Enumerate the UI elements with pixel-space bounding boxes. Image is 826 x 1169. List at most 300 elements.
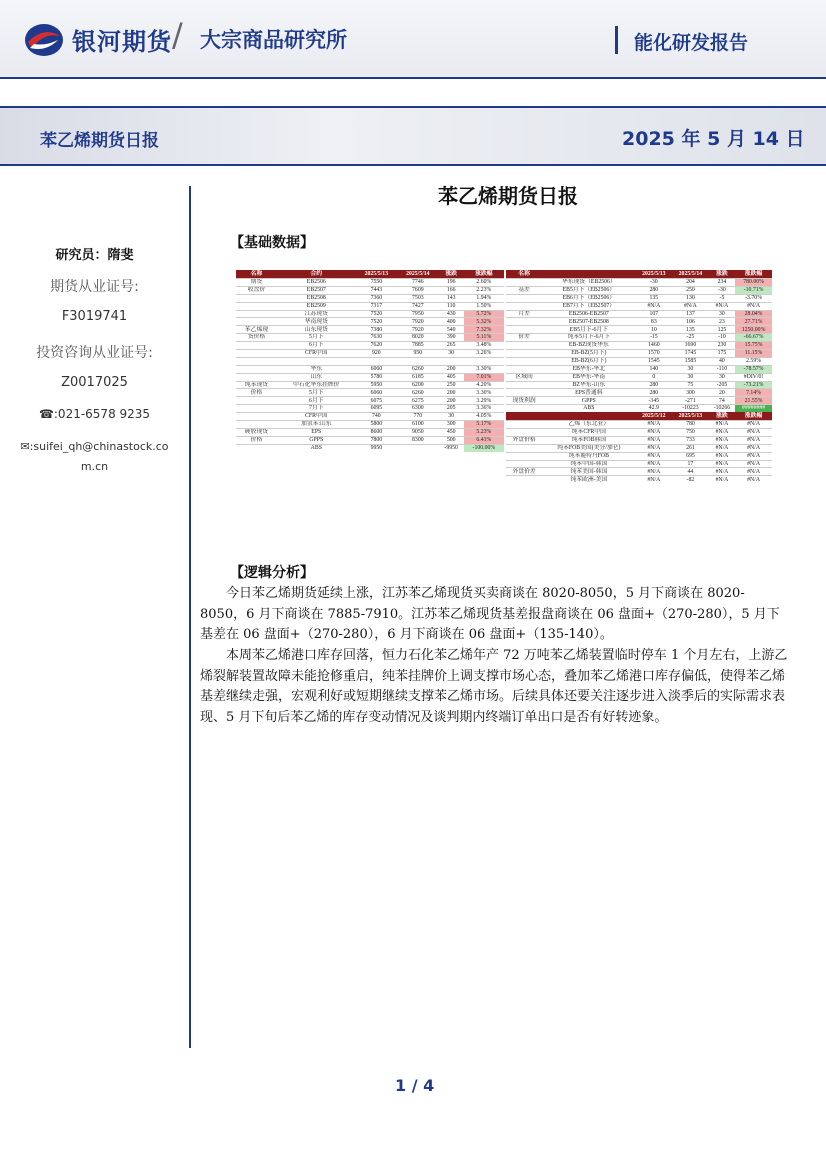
table-cell xyxy=(236,444,277,451)
report-title: 苯乙烯期货日报 xyxy=(40,131,159,151)
table-cell: -25 xyxy=(672,334,709,342)
table-row xyxy=(506,429,772,437)
researcher-name: 研究员：隋斐 xyxy=(55,248,134,263)
table-cell: 5.32% xyxy=(464,318,504,326)
column-header: 涨跌 xyxy=(709,412,735,421)
table-cell xyxy=(236,397,277,405)
table-cell: 5.23% xyxy=(464,428,504,436)
table-cell: ######## xyxy=(735,405,772,412)
table-cell: 纯苯FOB美国(美分/加仑) xyxy=(542,444,635,452)
table-cell: 6185 xyxy=(397,373,438,381)
table-cell: 430 xyxy=(439,310,464,318)
sidebar-divider xyxy=(189,186,191,1048)
table-row xyxy=(236,310,504,318)
table-cell: CFR中国 xyxy=(277,413,356,421)
column-header: 2025/5/14 xyxy=(672,270,709,279)
table-cell: #N/A xyxy=(735,452,772,460)
table-cell: 外盘价格 xyxy=(506,436,542,444)
table-cell: 780 xyxy=(672,421,709,429)
table-cell: -110 xyxy=(709,365,735,373)
table-row xyxy=(506,444,772,452)
table-cell: 17 xyxy=(672,460,709,468)
table-cell: 7950 xyxy=(397,310,438,318)
table-cell: EPS xyxy=(277,428,356,436)
subheader-rule-top xyxy=(0,106,826,108)
table-cell: 7885 xyxy=(397,342,438,350)
column-header: 2025/5/13 xyxy=(636,270,673,279)
table-cell xyxy=(506,302,542,310)
table-cell: 6095 xyxy=(356,405,397,413)
table-cell: -15 xyxy=(636,334,673,342)
table-cell: 乙烯（东北亚） xyxy=(542,421,635,429)
table-cell: 30 xyxy=(672,365,709,373)
table-row xyxy=(506,373,772,381)
table-row xyxy=(506,381,772,389)
table-cell: 纯苯美国-韩国 xyxy=(542,468,635,476)
table-cell: 250 xyxy=(672,286,709,294)
table-cell: 7520 xyxy=(356,318,397,326)
table-cell: EB2506 xyxy=(277,279,356,287)
table-cell: 6月下 xyxy=(277,397,356,405)
table-cell: 纯苯5月下-6月下 xyxy=(542,334,635,342)
table-cell: 6075 xyxy=(356,397,397,405)
table-cell: #N/A xyxy=(636,452,673,460)
table-cell: 江苏现货 xyxy=(277,310,356,318)
table-cell xyxy=(236,357,277,365)
table-cell: 400 xyxy=(439,318,464,326)
table-cell: 价差 xyxy=(506,334,542,342)
table-cell: 纯苯FOB韩国 xyxy=(542,436,635,444)
table-cell: GPPS xyxy=(542,397,635,405)
table-cell xyxy=(236,350,277,358)
table-cell: 125 xyxy=(709,326,735,334)
table-cell: -9950 xyxy=(439,444,464,451)
table-cell: #N/A xyxy=(636,468,673,476)
table-cell xyxy=(506,279,542,287)
table-cell: 166 xyxy=(439,286,464,294)
table-cell: 30 xyxy=(709,373,735,381)
table-cell xyxy=(236,365,277,373)
table-cell: 196 xyxy=(439,279,464,287)
table-cell xyxy=(506,444,542,452)
table-cell: 3.26% xyxy=(464,350,504,358)
table-cell xyxy=(506,342,542,350)
table-cell: 纯苯鹿特丹FOB xyxy=(542,452,635,460)
brand-name: 银河期货 xyxy=(72,28,172,56)
table-cell: #N/A xyxy=(709,452,735,460)
table-cell: 75 xyxy=(672,381,709,389)
table-cell: #N/A xyxy=(709,460,735,468)
table-row xyxy=(506,460,772,468)
table-cell: GPPS xyxy=(277,436,356,444)
table-cell: EB2507 xyxy=(277,286,356,294)
table-cell: 15.75% xyxy=(735,342,772,350)
section-basic-data: 【基础数据】 xyxy=(230,235,314,251)
table-cell: 7.32% xyxy=(464,326,504,334)
table-cell: 加氢苯:山东 xyxy=(277,421,356,429)
table-cell: #N/A xyxy=(735,444,772,452)
table-cell: 山东 xyxy=(277,373,356,381)
table-cell: #N/A xyxy=(709,436,735,444)
table-cell: 28.04% xyxy=(735,310,772,318)
column-header: 涨跌幅 xyxy=(464,270,504,279)
table-row xyxy=(506,302,772,310)
table-cell: -205 xyxy=(709,381,735,389)
table-cell: 7380 xyxy=(356,326,397,334)
table-cell: 7月下 xyxy=(277,405,356,413)
column-header: 涨跌 xyxy=(709,270,735,279)
report-date: 2025 年 5 月 14 日 xyxy=(622,128,805,150)
table-cell: 7503 xyxy=(397,294,438,302)
table-cell: EB华东-华北 xyxy=(542,365,635,373)
table-cell: #N/A xyxy=(636,436,673,444)
table-cell: 1460 xyxy=(636,342,673,350)
table-row xyxy=(236,318,504,326)
table-cell xyxy=(506,452,542,460)
table-cell: #N/A xyxy=(709,444,735,452)
table-cell: 200 xyxy=(439,365,464,373)
page-header xyxy=(0,0,826,78)
right-table-2-header-row xyxy=(506,412,772,421)
subheader-rule-bottom xyxy=(0,164,826,166)
table-cell: 6260 xyxy=(397,365,438,373)
table-cell: 9050 xyxy=(397,428,438,436)
table-cell xyxy=(236,294,277,302)
table-cell: #N/A xyxy=(709,302,735,310)
table-cell: 695 xyxy=(672,452,709,460)
table-cell: 10 xyxy=(636,326,673,334)
table-row xyxy=(236,279,504,287)
table-cell: #N/A xyxy=(735,302,772,310)
table-cell: 5.11% xyxy=(464,334,504,342)
table-cell: 44 xyxy=(672,468,709,476)
table-row xyxy=(236,357,504,365)
table-cell: 纯苯中国-韩国 xyxy=(542,460,635,468)
table-cell: #DIV/0! xyxy=(735,373,772,381)
table-cell: 0 xyxy=(636,373,673,381)
column-header xyxy=(542,270,635,279)
table-cell: 234 xyxy=(709,279,735,287)
table-cell: -78.57% xyxy=(735,365,772,373)
table-cell: #N/A xyxy=(709,468,735,476)
table-cell: 6060 xyxy=(356,389,397,397)
table-cell: 华东 xyxy=(277,365,356,373)
table-cell: 价格 xyxy=(236,389,277,397)
column-header: 2025/5/12 xyxy=(636,412,673,421)
table-cell: 纯苯欧洲-美国 xyxy=(542,476,635,483)
table-cell: 3.36% xyxy=(464,405,504,413)
table-cell: 6300 xyxy=(397,405,438,413)
table-row xyxy=(506,405,772,412)
table-cell: 770 xyxy=(397,413,438,421)
table-cell: 1545 xyxy=(636,357,673,365)
table-cell: -66.67% xyxy=(735,334,772,342)
table-cell: 货价格 xyxy=(236,334,277,342)
table-cell: 山东现货 xyxy=(277,326,356,334)
table-row xyxy=(506,279,772,287)
table-cell: CFR中国 xyxy=(277,350,356,358)
table-cell: 1585 xyxy=(672,357,709,365)
table-cell: 现货利润 xyxy=(506,397,542,405)
table-row xyxy=(506,365,772,373)
table-cell: 7609 xyxy=(397,286,438,294)
table-cell: 42.9 xyxy=(636,405,673,412)
table-cell: 6100 xyxy=(397,421,438,429)
table-cell: 21.55% xyxy=(735,397,772,405)
table-cell: #N/A xyxy=(709,429,735,437)
table-cell: 7800 xyxy=(356,436,397,444)
table-cell: 7.14% xyxy=(735,389,772,397)
table-cell: 1.94% xyxy=(464,294,504,302)
table-cell: EB6月下（EB2506） xyxy=(542,294,635,302)
table-cell: EB-BZ(5月下) xyxy=(542,350,635,358)
table-cell: #N/A xyxy=(636,429,673,437)
table-cell: 280 xyxy=(636,286,673,294)
table-row xyxy=(506,421,772,429)
table-cell: 2.59% xyxy=(735,357,772,365)
table-cell: 1.50% xyxy=(464,302,504,310)
table-cell: EB7月下（EB2507） xyxy=(542,302,635,310)
table-cell: 137 xyxy=(672,310,709,318)
table-cell: -10.71% xyxy=(735,286,772,294)
table-cell: 8020 xyxy=(397,334,438,342)
table-cell xyxy=(506,460,542,468)
table-row xyxy=(236,294,504,302)
table-row xyxy=(506,286,772,294)
table-cell: 4.20% xyxy=(464,381,504,389)
table-cell: 4.05% xyxy=(464,413,504,421)
table-row xyxy=(236,397,504,405)
column-header: 合约 xyxy=(277,270,356,279)
institute-name: 大宗商品研究所 xyxy=(200,28,347,52)
table-cell: 83 xyxy=(636,318,673,326)
table-cell: 区域间 xyxy=(506,373,542,381)
table-row xyxy=(506,318,772,326)
table-cell: 7920 xyxy=(397,326,438,334)
table-cell: 3.30% xyxy=(464,365,504,373)
table-row xyxy=(236,413,504,421)
table-row xyxy=(236,436,504,444)
column-header: 涨跌幅 xyxy=(735,270,772,279)
table-cell: -100.00% xyxy=(464,444,504,451)
table-cell: 140 xyxy=(636,365,673,373)
table-cell: 110 xyxy=(439,302,464,310)
table-cell xyxy=(506,326,542,334)
table-cell: 950 xyxy=(397,350,438,358)
email-line1: ✉:suifei_qh@chinastock.co xyxy=(20,440,169,453)
table-cell: 143 xyxy=(439,294,464,302)
table-cell xyxy=(506,421,542,429)
table-cell: 8600 xyxy=(356,428,397,436)
table-cell: 500 xyxy=(439,436,464,444)
table-cell: 30 xyxy=(709,310,735,318)
section-logic: 【逻辑分析】 xyxy=(230,565,314,581)
table-cell: -5 xyxy=(709,294,735,302)
table-cell: 5月下 xyxy=(277,389,356,397)
table-cell: -10223 xyxy=(672,405,709,412)
table-cell: #N/A xyxy=(636,476,673,483)
table-row xyxy=(506,357,772,365)
column-header: 2025/5/13 xyxy=(356,270,397,279)
table-cell: #N/A xyxy=(735,476,772,483)
phone: ☎:021-6578 9235 xyxy=(38,407,151,421)
table-cell: 7443 xyxy=(356,286,397,294)
table-cell: 920 xyxy=(356,350,397,358)
table-cell xyxy=(506,365,542,373)
table-cell: 6200 xyxy=(397,381,438,389)
table-cell: 750 xyxy=(672,429,709,437)
table-cell xyxy=(277,357,356,365)
table-cell: #N/A xyxy=(636,302,673,310)
table-cell: 7427 xyxy=(397,302,438,310)
table-cell xyxy=(356,357,397,365)
table-cell: 5.72% xyxy=(464,310,504,318)
table-row xyxy=(506,350,772,358)
table-cell: 40 xyxy=(709,357,735,365)
table-cell xyxy=(397,357,438,365)
table-cell: 5800 xyxy=(356,421,397,429)
table-row xyxy=(236,334,504,342)
table-cell: #N/A xyxy=(636,444,673,452)
table-cell: 7360 xyxy=(356,294,397,302)
table-cell xyxy=(464,357,504,365)
table-cell: 300 xyxy=(672,389,709,397)
table-cell xyxy=(236,421,277,429)
table-cell: 7746 xyxy=(397,279,438,287)
table-cell: 硬胶现货 xyxy=(236,428,277,436)
column-header: 2025/5/13 xyxy=(672,412,709,421)
table-row xyxy=(236,444,504,451)
table-cell: EB-BZ(6月下) xyxy=(542,357,635,365)
table-cell: -30 xyxy=(709,286,735,294)
table-row xyxy=(236,381,504,389)
table-cell: 3.30% xyxy=(464,389,504,397)
column-header xyxy=(542,412,635,421)
table-cell: 107 xyxy=(636,310,673,318)
table-cell: 106 xyxy=(672,318,709,326)
table-cell: 74 xyxy=(709,397,735,405)
table-cell: 6260 xyxy=(397,389,438,397)
table-cell: 2.60% xyxy=(464,279,504,287)
table-cell: 204 xyxy=(672,279,709,287)
table-cell xyxy=(506,476,542,483)
futures-license-label: 期货从业证号: xyxy=(50,279,139,295)
table-cell: 200 xyxy=(439,389,464,397)
table-row xyxy=(506,468,772,476)
futures-license: F3019741 xyxy=(61,309,128,324)
yinhe-logo-icon xyxy=(24,22,64,58)
table-cell: 7520 xyxy=(356,310,397,318)
table-cell xyxy=(236,302,277,310)
table-cell: EB2506-EB2507 xyxy=(542,310,635,318)
table-row xyxy=(506,294,772,302)
table-cell xyxy=(236,373,277,381)
right-table-header-row xyxy=(506,270,772,279)
table-row xyxy=(236,302,504,310)
page-number: 1 / 4 xyxy=(395,1076,435,1095)
table-cell: 540 xyxy=(439,326,464,334)
table-cell: 1690 xyxy=(672,342,709,350)
table-cell: EB2507-EB2508 xyxy=(542,318,635,326)
table-cell: 130 xyxy=(672,294,709,302)
table-cell: 450 xyxy=(439,428,464,436)
column-header: 名称 xyxy=(236,270,277,279)
table-row xyxy=(506,476,772,483)
table-cell: #N/A xyxy=(709,421,735,429)
table-row xyxy=(236,373,504,381)
table-cell: 1570 xyxy=(636,350,673,358)
table-cell: 261 xyxy=(672,444,709,452)
table-cell xyxy=(506,294,542,302)
table-row xyxy=(506,389,772,397)
table-cell: 纯苯现货 xyxy=(236,381,277,389)
table-cell: #N/A xyxy=(735,421,772,429)
table-row xyxy=(236,326,504,334)
table-cell: ABS xyxy=(542,405,635,412)
table-cell: ABS xyxy=(277,444,356,451)
table-cell: 3.48% xyxy=(464,342,504,350)
table-cell: 30 xyxy=(439,350,464,358)
right-data-table xyxy=(506,270,772,483)
table-cell: #N/A xyxy=(709,476,735,483)
header-rule xyxy=(0,77,826,79)
table-row xyxy=(506,397,772,405)
table-cell: 175 xyxy=(709,350,735,358)
table-cell: 7317 xyxy=(356,302,397,310)
table-cell: 405 xyxy=(439,373,464,381)
table-cell: 1745 xyxy=(672,350,709,358)
table-row xyxy=(506,436,772,444)
left-data-table xyxy=(236,270,504,452)
table-row xyxy=(236,350,504,358)
column-header: 涨跌幅 xyxy=(735,412,772,421)
table-cell: #N/A xyxy=(672,302,709,310)
table-cell: 250 xyxy=(439,381,464,389)
table-cell: 价格 xyxy=(236,436,277,444)
table-cell: 27.71% xyxy=(735,318,772,326)
paragraph-2: 本周苯乙烯港口库存回落，恒力石化苯乙烯年产 72 万吨苯乙烯装置临时停车 1 个月左右，上游乙烯裂解装置故障未能抢修重启，纯苯挂牌价上调支撑市场心态，叠加苯乙烯港口库存偏低，使得苯乙烯基差继续走强，宏观利好或短期继续支撑苯乙烯市场。后续具体还要关注逐步进入淡季后的实际需求表现、5 月下旬后苯乙烯的库存变动情况及谈判期内终端订单出口是否有好转迹象。 xyxy=(200,648,788,725)
table-cell: 7550 xyxy=(356,279,397,287)
table-cell: 纯苯CFR中国 xyxy=(542,429,635,437)
table-cell: 6060 xyxy=(356,365,397,373)
table-cell: 733 xyxy=(672,436,709,444)
table-cell xyxy=(506,389,542,397)
left-table-header-row xyxy=(236,270,504,279)
header-divider xyxy=(615,26,618,54)
table-cell: 期货 xyxy=(236,279,277,287)
page-title: 苯乙烯期货日报 xyxy=(438,184,578,208)
table-cell: EB-BZ现货华东 xyxy=(542,342,635,350)
table-cell xyxy=(506,357,542,365)
table-cell: #N/A xyxy=(735,468,772,476)
table-cell xyxy=(506,350,542,358)
table-cell: #N/A xyxy=(735,460,772,468)
table-cell: 6.41% xyxy=(464,436,504,444)
table-cell: BZ华东-山东 xyxy=(542,381,635,389)
table-cell: #N/A xyxy=(735,436,772,444)
table-cell xyxy=(236,318,277,326)
table-cell: 收盘价 xyxy=(236,286,277,294)
table-cell: -30 xyxy=(636,279,673,287)
table-row xyxy=(236,389,504,397)
table-row xyxy=(236,428,504,436)
table-cell: 780.00% xyxy=(735,279,772,287)
table-cell: EB华东-华南 xyxy=(542,373,635,381)
table-cell: 8300 xyxy=(397,436,438,444)
consult-license: Z0017025 xyxy=(61,375,128,390)
table-cell: 280 xyxy=(636,389,673,397)
table-row xyxy=(506,334,772,342)
